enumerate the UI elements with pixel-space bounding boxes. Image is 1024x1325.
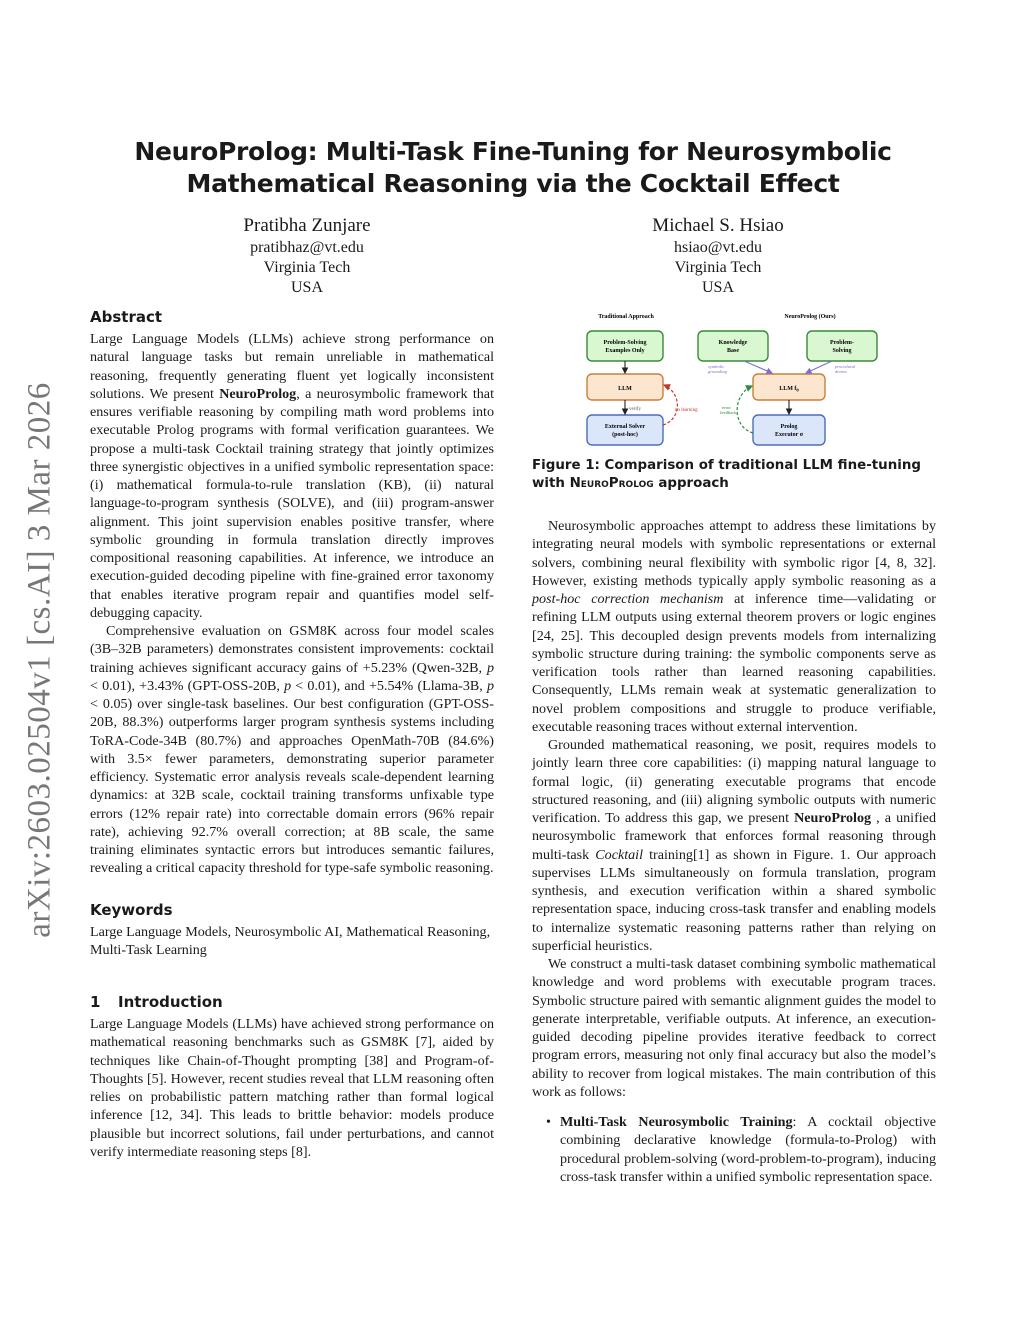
author-name: Michael S. Hsiao xyxy=(652,215,784,236)
intro-paragraph-4: We construct a multi-task dataset combining symbolic mathematical knowledge and word problems with executable program traces. Symbolic structure paired with semantic alignment guides the model to generate interpretable, verifiable outputs. At inference, an execution-guided decoding pipeline provides iterative feedback to correct program errors, measuring not only final accuracy but also the model’s ability to recover from logical mistakes. The main contribution of this work as follows: xyxy=(532,956,936,1100)
llm-theta-label: LLM $f_\theta$ xyxy=(779,386,799,393)
title-line-1: NeuroProlog: Multi-Task Fine-Tuning for Neurosymbolic xyxy=(134,137,892,166)
author-country: USA xyxy=(290,279,323,296)
problem-solving-box xyxy=(807,331,877,361)
solver-box-label-1: External Solver xyxy=(604,424,646,430)
intro-paragraph-2: Neurosymbolic approaches attempt to address these limitations by integrating neural models with symbolic representations or external solvers, combining neural flexibility with symbolic rigor [4, 8, 32]. However, existing methods typically apply symbolic reasoning as a post-hoc correction mechanism at inference time—validating or refining LLM outputs using external theorem provers or logic engines [24, 25]. This decoupled design prevents models from internalizing symbolic structure during training: the symbolic components serve as verification tools rather than learned reasoning capabilities. Consequently, LLMs remain weak at systematic generalization to novel problem compositions and struggle to produce verifiable, executable reasoning traces without external intervention. xyxy=(532,518,936,735)
symbolic-grounding-label-2: grounding xyxy=(708,369,727,374)
arxiv-id-text: arXiv:2603.02504v1 [cs.AI] 3 Mar 2026 xyxy=(21,382,58,938)
error-feedback-label-2: feedback xyxy=(720,410,737,415)
left-panel-title: Traditional Approach xyxy=(598,314,654,320)
no-learning-label: no learning xyxy=(675,408,698,413)
author-block-2 xyxy=(588,214,848,298)
prolog-box-label-1: Prolog xyxy=(780,424,798,430)
symbolic-grounding-label-1: symbolic xyxy=(708,364,725,369)
paper-title xyxy=(100,136,926,200)
procedural-label-1: procedural xyxy=(835,364,856,369)
kb-box-label-1: Knowledge xyxy=(718,340,748,346)
author-country: USA xyxy=(701,279,734,296)
neuroprolog-bold: NeuroProlog xyxy=(219,385,297,402)
error-feedback-arrow xyxy=(737,386,753,433)
abstract-paragraph-2: Comprehensive evaluation on GSM8K across four model scales (3B–32B parameters) demonstrates consistent improvements: cocktail training achieves significant accuracy gains of +5.23% (Qwen-32B, p < 0.01), +3.43% (GPT-OSS-20B, p < 0.01), and +5.54% (Llama-3B, p < 0.05) over single-task baselines. Our best configuration (GPT-OSS-20B, 88.3%) outperforms larger program synthesis systems including ToRA-Code-34B (80.7%) and approaches OpenMath-70B (84.6%) with 3.5× fewer parameters, demonstrating superior parameter efficiency. Systematic error analysis reveals scale-dependent learning dynamics: at 32B scale, cocktail training transforms unfixable type errors (12% repair rate) into correctable domain errors (96% repair rate), achieving 92.7% overall correction; at 8B scale, the same training eliminates syntactic errors but introduces semantic failures, revealing a critical capacity threshold for type-safe symbolic reasoning. xyxy=(90,623,495,877)
abstract-paragraph-1: Large Language Models (LLMs) achieve strong performance on natural language tasks but remain unreliable in mathematical reasoning, frequently generating fluent yet logically inconsistent solutions. We present NeuroProlog, a neurosymbolic framework that ensures verifiable reasoning by compiling math word problems into executable Prolog programs with formal verification guarantees. We propose a multi-task Cocktail training strategy that jointly optimizes three synergistic objectives in a unified symbolic representation space: (i) mathematical formula-to-rule translation (KB), (ii) natural language-to-program synthesis (SOLVE), and (iii) program-answer alignment. This joint supervision enables positive transfer, where symbolic grounding in formula translation directly improves compositional reasoning capabilities. At inference, we introduce an execution-guided decoding pipeline with fine-grained error taxonomy that enables iterative program repair and quantifies model self-debugging capacity. xyxy=(90,331,494,621)
examples-box-label-1: Problem-Solving xyxy=(603,340,647,346)
error-feedback-label-1: error xyxy=(722,405,731,410)
author-name: Pratibha Zunjare xyxy=(243,215,371,236)
figure-1-caption: Figure 1: Comparison of traditional LLM fine-tuning with NeuroProlog approach xyxy=(532,458,921,491)
author-block-1 xyxy=(177,214,437,298)
abstract-heading: Abstract xyxy=(90,308,163,326)
llm-box-label: LLM xyxy=(618,386,632,392)
author-affiliation: Virginia Tech xyxy=(674,259,762,276)
knowledge-base-box xyxy=(698,331,768,361)
right-panel-title: NeuroProlog (Ours) xyxy=(784,314,836,320)
author-email: hsiao@vt.edu xyxy=(673,239,763,256)
bullet-dot: • xyxy=(546,1114,551,1130)
author-email: pratibhaz@vt.edu xyxy=(250,239,364,256)
kb-box-label-2: Base xyxy=(727,348,739,354)
no-learning-arrow xyxy=(663,385,677,425)
contribution-item-1: • Multi-Task Neurosymbolic Training: A cocktail objective combining declarative knowledge (formula-to-Prolog) with procedural problem-solving (word-problem-to-program), inducing cross-task transfer within a unified symbolic representation space. xyxy=(546,1114,937,1185)
solver-box xyxy=(587,415,663,445)
intro-paragraph-1: Large Language Models (LLMs) have achieved strong performance on mathematical reasoning benchmarks such as GSM8K [7], aided by techniques like Chain-of-Thought prompting [38] and Program-of-Thoughts [5]. However, recent studies reveal that LLM reasoning often relies on probabilistic pattern matching rather than formal logical inference [12, 34]. This leads to brittle behavior: models produce plausible but incorrect solutions, fail under perturbations, and cannot verify intermediate reasoning steps [8]. xyxy=(90,1016,494,1160)
arrow-ps-llm xyxy=(806,361,832,373)
keywords-heading: Keywords xyxy=(90,900,173,919)
figure-1 xyxy=(532,311,936,451)
examples-box xyxy=(587,331,663,361)
ps-box-label-2: Solving xyxy=(832,348,852,354)
keywords-text: Large Language Models, Neurosymbolic AI, Mathematical Reasoning, Multi-Task Learning xyxy=(90,923,491,958)
title-line-2: Mathematical Reasoning via the Cocktail Effect xyxy=(186,169,840,198)
verify-label: verify xyxy=(629,407,641,412)
figure-1-diagram xyxy=(532,311,936,451)
introduction-heading: 1 Introduction xyxy=(90,993,223,1011)
examples-box-label-2: Examples Only xyxy=(605,348,645,354)
left-column xyxy=(90,307,494,1161)
prolog-box-label-2: Executor σ xyxy=(775,432,803,438)
procedural-label-2: demos xyxy=(835,369,847,374)
arrow-kb-llm xyxy=(744,361,772,373)
prolog-executor-box xyxy=(753,415,825,445)
solver-box-label-2: (post-hoc) xyxy=(612,432,638,438)
contribution-list xyxy=(532,1113,936,1186)
right-column xyxy=(532,305,936,1186)
ps-box-label-1: Problem- xyxy=(830,340,854,346)
intro-paragraph-3: Grounded mathematical reasoning, we posit, requires models to jointly learn three core capabilities: (i) mapping natural language to formal logic, (ii) generating executable programs that encode structured reasoning, and (iii) aligning symbolic outputs with numeric verification. To address this gap, we present NeuroProlog , a unified neurosymbolic framework that enforces formal reasoning through multi-task Cocktail training[1] as shown in Figure. 1. Our approach supervises LLMs simultaneously on formula translation, program synthesis, and execution verification within a shared symbolic representation space, inducing cross-task transfer and enabling models to internalize systematic reasoning patterns rather than relying on superficial heuristics. xyxy=(532,737,936,954)
author-affiliation: Virginia Tech xyxy=(263,259,351,276)
